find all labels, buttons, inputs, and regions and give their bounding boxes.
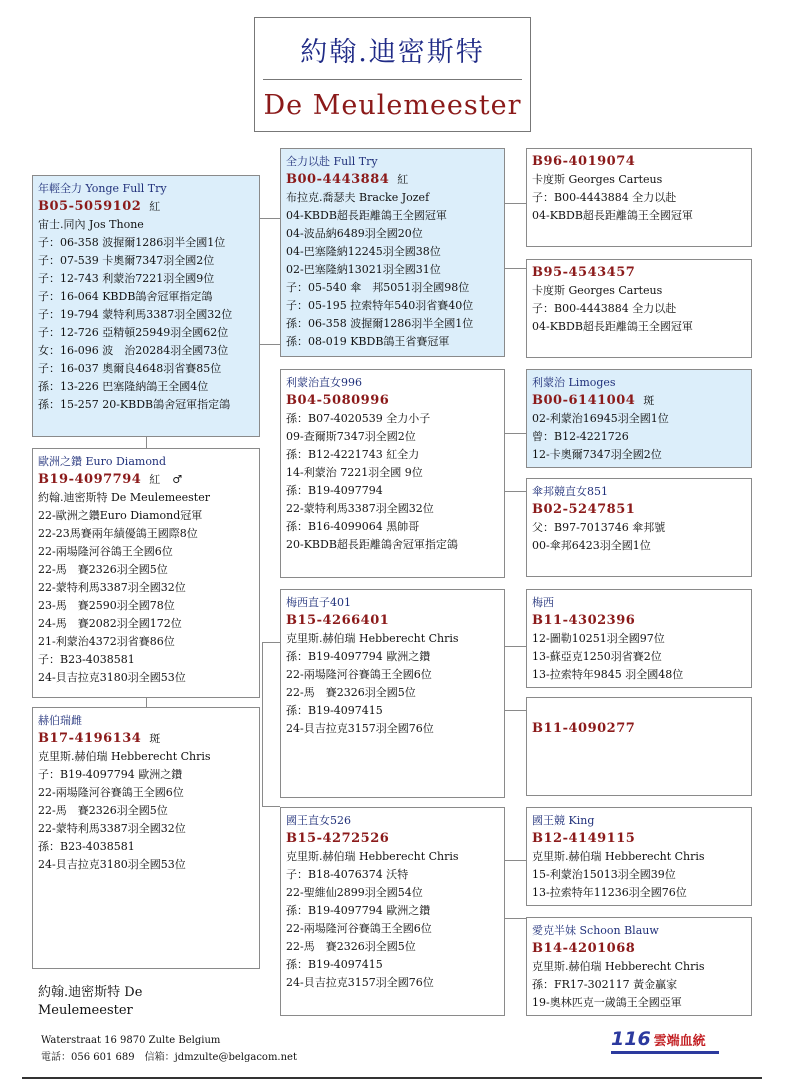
- record-line: 子：B00-4443884 全力以赴: [532, 191, 677, 204]
- record-line: 09-查爾斯7347羽全國2位: [286, 430, 416, 443]
- ring-number: B17-4196134: [38, 731, 142, 746]
- phone-email: 電話：056 601 689 信箱：jdmzulte@belgacom.net: [41, 1052, 297, 1063]
- record-line: 04-KBDB超長距離鴿王全國冠軍: [532, 209, 693, 222]
- record-line: 24-貝吉拉克3180羽全國53位: [38, 671, 186, 684]
- record-line: 孫：B16-4099064 黑帥哥: [286, 520, 420, 533]
- pigeon-name: 愛克半妹 Schoon Blauw: [532, 924, 659, 937]
- record-line: 19-奧林匹克一歲鴿王全國亞軍: [532, 996, 682, 1009]
- ring-number: B14-4201068: [532, 941, 636, 956]
- breeder-name: [38, 984, 142, 1020]
- record-line: 00-傘邦6423羽全國1位: [532, 539, 651, 552]
- record-line: 22-馬 賽2326羽全國5位: [286, 940, 416, 953]
- gg7-card: [526, 807, 752, 906]
- record-line: 孫：13-226 巴塞隆納鴿王全國4位: [38, 380, 209, 393]
- record-line: 子：B19-4097794 歐洲之鑽: [38, 768, 183, 781]
- record-line: 卡度斯 Georges Carteus: [532, 284, 663, 297]
- record-line: 22-兩場隆河谷賽鴿王全國6位: [38, 786, 184, 799]
- gg6-card: [526, 697, 752, 796]
- pigeon-name: 國王競 King: [532, 814, 595, 827]
- connector-gd-gg3: [505, 433, 526, 434]
- breeder-name-line1: 約翰.迪密斯特 De: [38, 985, 143, 1000]
- record-line: 22-蒙特利馬3387羽全國32位: [38, 822, 186, 835]
- record-line: 24-貝吉拉克3157羽全國76位: [286, 722, 434, 735]
- ring-number: B04-5080996: [286, 393, 390, 408]
- ring-number: B15-4272526: [286, 831, 390, 846]
- record-line: 子：12-726 亞精頓25949羽全國62位: [38, 326, 229, 339]
- record-line: 24-馬 賽2082羽全國172位: [38, 617, 182, 630]
- record-line: 02-利蒙治16945羽全國1位: [532, 412, 669, 425]
- ring-number: B11-4090277: [532, 721, 636, 736]
- subject-card: [32, 448, 260, 698]
- sire-sire-card: [280, 148, 505, 357]
- record-line: 克里斯.赫伯瑞 Hebberecht Chris: [532, 960, 705, 973]
- record-line: 孫：B19-4097794: [286, 484, 383, 497]
- pigeon-name: 利蒙治 Limoges: [532, 376, 616, 389]
- ring-number: B00-6141004: [532, 393, 636, 408]
- record-line: 22-兩場隆河谷賽鴿王全國6位: [286, 922, 432, 935]
- record-line: 卡度斯 Georges Carteus: [532, 173, 663, 186]
- record-line: 曾：B12-4221726: [532, 430, 629, 443]
- logo-underline: [611, 1051, 719, 1054]
- record-line: 孫：B07-4020539 全力小子: [286, 412, 431, 425]
- record-line: 22-馬 賽2326羽全國5位: [38, 563, 168, 576]
- record-line: 20-KBDB超長距離鴿舍冠軍指定鴿: [286, 538, 458, 551]
- record-line: 子：12-743 利蒙治7221羽全國9位: [38, 272, 215, 285]
- record-line: 24-貝吉拉克3157羽全國76位: [286, 976, 434, 989]
- record-line: 22-馬 賽2326羽全國5位: [286, 686, 416, 699]
- record-line: 子：07-539 卡奧爾7347羽全國2位: [38, 254, 215, 267]
- gg5-card: [526, 589, 752, 688]
- gg3-card: [526, 369, 752, 468]
- record-line: 子：16-064 KBDB鴿舍冠軍指定鴿: [38, 290, 213, 303]
- gg2-card: [526, 259, 752, 358]
- connector-dam-to-grandsire: [262, 642, 263, 807]
- ring-number: B05-5059102: [38, 199, 142, 214]
- record-line: 子：16-037 奧爾良4648羽省賽85位: [38, 362, 222, 375]
- breeder-contact: [41, 1032, 297, 1066]
- logo-116: [611, 1028, 726, 1058]
- gg4-card: [526, 478, 752, 577]
- owner-name-chinese: 約翰.迪密斯特: [300, 37, 485, 68]
- record-line: 子：05-540 傘 邦5051羽全國98位: [286, 281, 470, 294]
- record-line: 克里斯.赫伯瑞 Hebberecht Chris: [532, 850, 705, 863]
- connector-sire-to-granddam: [259, 344, 280, 345]
- record-line: 女：16-096 波 治20284羽全國73位: [38, 344, 229, 357]
- ring-number: B11-4302396: [532, 613, 636, 628]
- record-line: 克里斯.赫伯瑞 Hebberecht Chris: [38, 750, 211, 763]
- record-line: 克里斯.赫伯瑞 Hebberecht Chris: [286, 632, 459, 645]
- record-line: 子：B00-4443884 全力以赴: [532, 302, 677, 315]
- dam-sire-card: [280, 589, 505, 798]
- record-line: 04-KBDB超長距離鴿王全國冠軍: [286, 209, 447, 222]
- dam-dam-card: [280, 807, 505, 1016]
- ring-number: B15-4266401: [286, 613, 390, 628]
- connector-sire-subject: [146, 436, 147, 448]
- title-box: [254, 17, 531, 132]
- connector-sire-to-grandsire: [259, 218, 280, 219]
- record-line: 孫：B19-4097794 歐洲之鑽: [286, 650, 431, 663]
- pigeon-name: 年輕全力 Yonge Full Try: [38, 182, 167, 195]
- connector-subject-dam: [146, 697, 147, 707]
- record-line: 子：B18-4076374 沃特: [286, 868, 409, 881]
- pigeon-name: 梅西: [532, 596, 554, 609]
- gg8-card: [526, 917, 752, 1016]
- ring-number: B95-4543457: [532, 265, 636, 280]
- dam-card: [32, 707, 260, 969]
- record-line: 22-聖維仙2899羽全國54位: [286, 886, 423, 899]
- record-line: 22-23馬賽兩年績優鴿王國際8位: [38, 527, 198, 540]
- record-line: 02-巴塞隆納13021羽全國31位: [286, 263, 441, 276]
- connector-ds-gg6: [505, 710, 526, 711]
- record-line: 12-卡奧爾7347羽全國2位: [532, 448, 662, 461]
- record-line: 23-馬 賽2590羽全國78位: [38, 599, 175, 612]
- color-mark: 紅: [149, 200, 161, 213]
- record-line: 22-蒙特利馬3387羽全國32位: [38, 581, 186, 594]
- record-line: 21-利蒙治4372羽省賽86位: [38, 635, 175, 648]
- owner-name-english: De Meulemeester: [263, 90, 522, 121]
- ring-number: B12-4149115: [532, 831, 636, 846]
- record-line: 13-拉索特年11236羽全國76位: [532, 886, 687, 899]
- record-line: 22-馬 賽2326羽全國5位: [38, 804, 168, 817]
- connector-dam-bottom: [262, 806, 280, 807]
- record-line: 布拉克.喬瑟夫 Bracke Jozef: [286, 191, 430, 204]
- connector-gd-gg4: [505, 491, 526, 492]
- record-line: 孫：B19-4097415: [286, 704, 383, 717]
- record-line: 22-兩場隆河谷賽鴿王全國6位: [286, 668, 432, 681]
- color-mark: 紅: [397, 173, 409, 186]
- pigeon-name: 梅西直子401: [286, 596, 351, 609]
- pigeon-name: 赫伯瑞雌: [38, 714, 82, 727]
- color-mark: 斑: [643, 394, 655, 407]
- record-line: 克里斯.赫伯瑞 Hebberecht Chris: [286, 850, 459, 863]
- record-line: 孫：B12-4221743 紅全力: [286, 448, 420, 461]
- color-mark: 紅 ♂: [149, 473, 183, 486]
- connector-gs-gg2: [505, 268, 526, 269]
- ring-number: B00-4443884: [286, 172, 390, 187]
- color-mark: 斑: [149, 732, 161, 745]
- record-line: 孫：06-358 波握爾1286羽半全國1位: [286, 317, 474, 330]
- record-line: 孫：15-257 20-KBDB鴿舍冠軍指定鴿: [38, 398, 231, 411]
- connector-ds-gg5: [505, 646, 526, 647]
- record-line: 22-歐洲之鑽Euro Diamond冠軍: [38, 509, 203, 522]
- pigeon-name: 全力以赴 Full Try: [286, 155, 378, 168]
- connector-gs-gg: [505, 203, 526, 204]
- record-line: 子：06-358 波握爾1286羽半全國1位: [38, 236, 226, 249]
- record-line: 13-拉索特年9845 羽全國48位: [532, 668, 684, 681]
- record-line: 子：19-794 蒙特利馬3387羽全國32位: [38, 308, 233, 321]
- record-line: 子：B23-4038581: [38, 653, 135, 666]
- record-line: 約翰.迪密斯特 De Meulemeester: [38, 491, 210, 504]
- pigeon-name: 利蒙治直女996: [286, 376, 362, 389]
- record-line: 14-利蒙治 7221羽全國 9位: [286, 466, 423, 479]
- record-line: 22-蒙特利馬3387羽全國32位: [286, 502, 434, 515]
- address: Waterstraat 16 9870 Zulte Belgium: [41, 1035, 221, 1046]
- record-line: 孫：B23-4038581: [38, 840, 135, 853]
- ring-number: B02-5247851: [532, 502, 636, 517]
- record-line: 父：B97-7013746 傘邦號: [532, 521, 666, 534]
- pigeon-name: 歐洲之鑽 Euro Diamond: [38, 455, 167, 468]
- record-line: 孫：B19-4097415: [286, 958, 383, 971]
- ring-number: B19-4097794: [38, 472, 142, 487]
- connector-dd-gg7: [505, 860, 526, 861]
- record-line: 22-兩場隆河谷鴿王全國6位: [38, 545, 173, 558]
- connector-dam-top: [262, 642, 280, 643]
- ring-number: B96-4019074: [532, 154, 636, 169]
- record-line: 15-利蒙治15013羽全國39位: [532, 868, 676, 881]
- record-line: 子：05-195 拉索特年540羽省賽40位: [286, 299, 474, 312]
- logo-number: 116: [611, 1028, 651, 1050]
- record-line: 04-波品納6489羽全國20位: [286, 227, 423, 240]
- record-line: 04-巴塞隆納12245羽全國38位: [286, 245, 441, 258]
- record-line: 宙士.同內 Jos Thone: [38, 218, 144, 231]
- connector-dd-gg8: [505, 918, 526, 919]
- record-line: 04-KBDB超長距離鴿王全國冠軍: [532, 320, 693, 333]
- pigeon-name: 國王直女526: [286, 814, 351, 827]
- record-line: 12-圖勒10251羽全國97位: [532, 632, 665, 645]
- record-line: 孫：08-019 KBDB鴿王省賽冠軍: [286, 335, 450, 348]
- record-line: 13-蘇亞克1250羽省賽2位: [532, 650, 662, 663]
- record-line: 24-貝吉拉克3180羽全國53位: [38, 858, 186, 871]
- logo-text: 雲端血統: [653, 1034, 706, 1049]
- record-line: 孫：B19-4097794 歐洲之鑽: [286, 904, 431, 917]
- sire-dam-card: [280, 369, 505, 578]
- bottom-divider: [22, 1077, 762, 1079]
- breeder-name-line2: Meulemeester: [38, 1003, 133, 1018]
- record-line: 孫：FR17-302117 黃金贏家: [532, 978, 678, 991]
- sire-card: [32, 175, 260, 437]
- gg1-card: [526, 148, 752, 247]
- title-divider: [263, 79, 522, 80]
- pigeon-name: 傘邦競直女851: [532, 485, 608, 498]
